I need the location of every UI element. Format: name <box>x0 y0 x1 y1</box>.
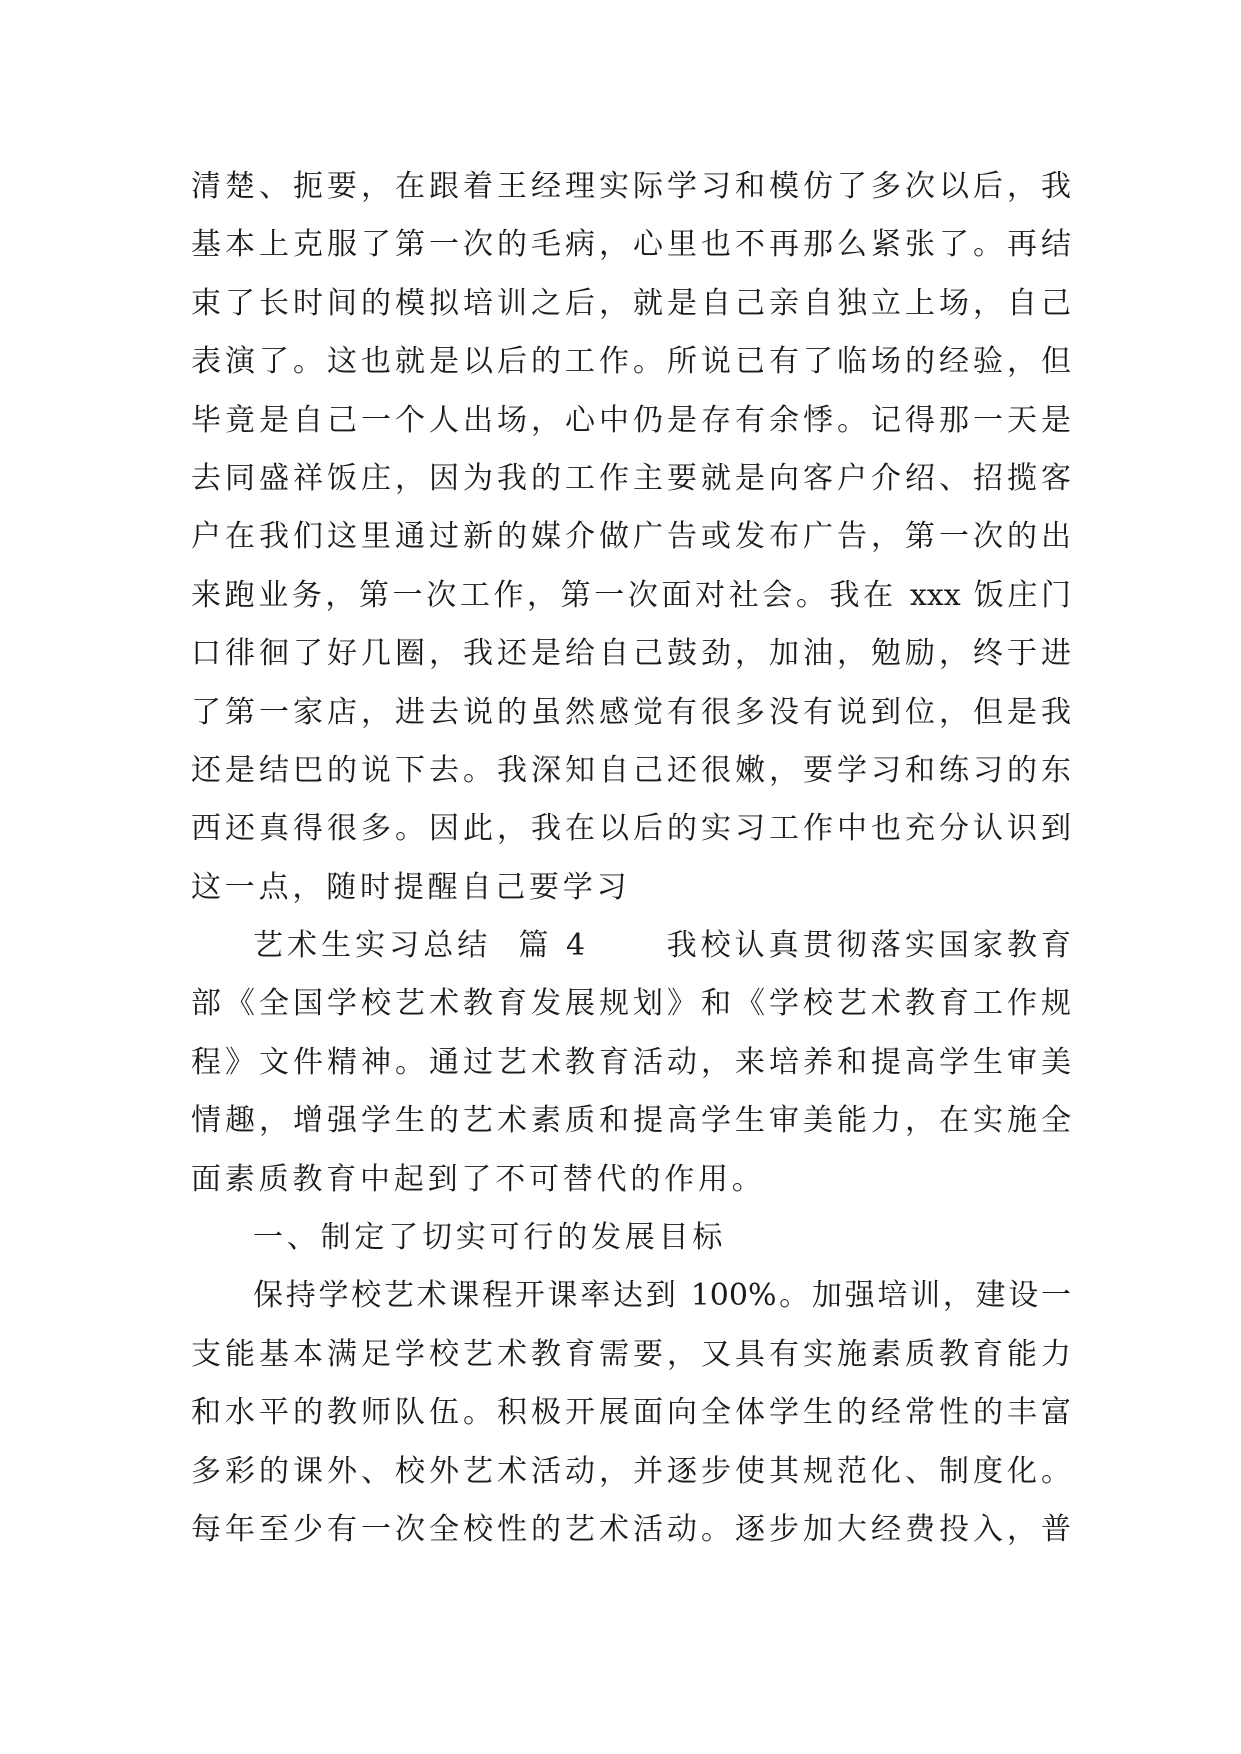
text-line: 束了长时间的模拟培训之后，就是自己亲自独立上场，自己 <box>191 285 1071 321</box>
text-line: 多彩的课外、校外艺术活动，并逐步使其规范化、制度化。 <box>191 1453 1071 1489</box>
text-line: 了第一家店，进去说的虽然感觉有很多没有说到位，但是我 <box>191 694 1071 730</box>
text-line: 户在我们这里通过新的媒介做广告或发布广告，第一次的出 <box>191 519 1071 555</box>
text-line: 保持学校艺术课程开课率达到 100%。加强培训，建设一 <box>253 1278 1071 1314</box>
text-line: 毕竟是自己一个人出场，心中仍是存有余悸。记得那一天是 <box>191 402 1071 438</box>
text-line: 表演了。这也就是以后的工作。所说已有了临场的经验，但 <box>191 344 1071 380</box>
text-line: 和水平的教师队伍。积极开展面向全体学生的经常性的丰富 <box>191 1395 1071 1431</box>
text-line: 一、制定了切实可行的发展目标 <box>253 1220 727 1256</box>
text-line: 还是结巴的说下去。我深知自己还很嫩，要学习和练习的东 <box>191 752 1071 788</box>
text-line: 基本上克服了第一次的毛病，心里也不再那么紧张了。再结 <box>191 227 1071 263</box>
document-body <box>191 158 1071 1559</box>
text-line: 这一点，随时提醒自己要学习 <box>191 869 631 905</box>
text-line: 口徘徊了好几圈，我还是给自己鼓劲，加油，勉励，终于进 <box>191 636 1071 672</box>
text-line: 来跑业务，第一次工作，第一次面对社会。我在 xxx 饭庄门 <box>191 577 1071 613</box>
text-line: 艺术生实习总结 篇 4 我校认真贯彻落实国家教育 <box>253 928 1071 964</box>
text-line: 部《全国学校艺术教育发展规划》和《学校艺术教育工作规 <box>191 986 1071 1022</box>
text-line: 程》文件精神。通过艺术教育活动，来培养和提高学生审美 <box>191 1044 1071 1080</box>
text-line: 去同盛祥饭庄，因为我的工作主要就是向客户介绍、招揽客 <box>191 460 1071 496</box>
text-line: 清楚、扼要，在跟着王经理实际学习和模仿了多次以后，我 <box>191 169 1071 204</box>
text-line: 支能基本满足学校艺术教育需要，又具有实施素质教育能力 <box>191 1336 1071 1372</box>
text-line: 每年至少有一次全校性的艺术活动。逐步加大经费投入，普 <box>191 1511 1071 1547</box>
text-line: 西还真得很多。因此，我在以后的实习工作中也充分认识到 <box>191 811 1071 847</box>
text-line: 情趣，增强学生的艺术素质和提高学生审美能力，在实施全 <box>191 1103 1071 1139</box>
text-line: 面素质教育中起到了不可替代的作用。 <box>191 1161 766 1197</box>
